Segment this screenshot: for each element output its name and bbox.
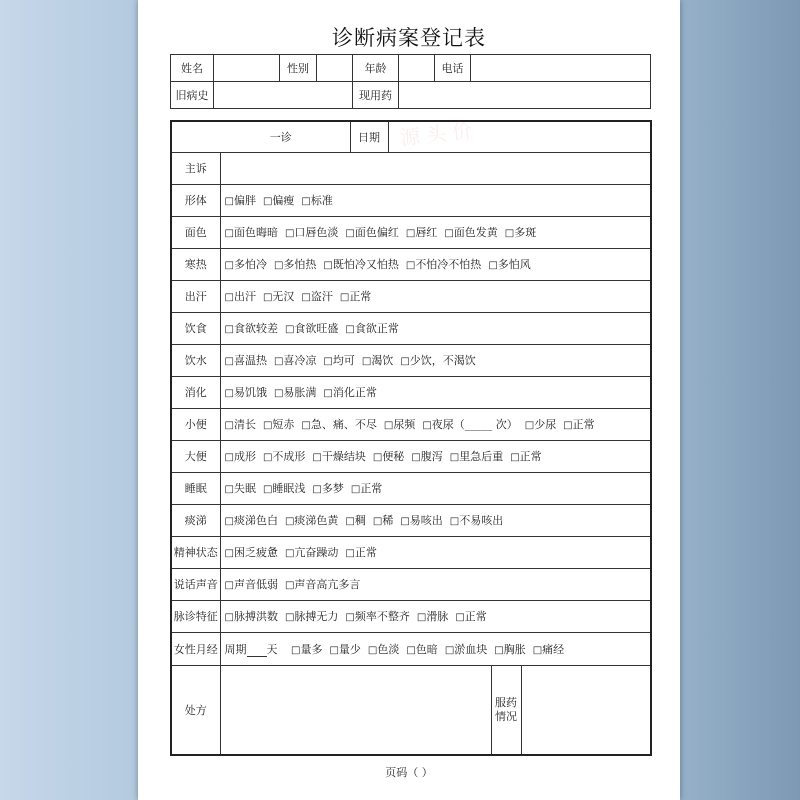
checkbox-option[interactable] [533, 643, 564, 656]
option-label: 消化正常 [332, 386, 377, 399]
option-label: 均可 [332, 354, 355, 367]
form-row [171, 152, 651, 184]
checkbox-icon[interactable]: □ [444, 228, 454, 239]
checkbox-option[interactable] [494, 643, 525, 656]
checkbox-icon[interactable]: □ [284, 516, 295, 527]
checkbox-option[interactable] [225, 194, 256, 207]
checkbox-option[interactable] [285, 610, 338, 623]
row-options [220, 600, 651, 632]
option-label: 困乏疲惫 [233, 546, 278, 559]
checkbox-option[interactable] [225, 450, 256, 463]
diagnosis-table [170, 120, 652, 756]
option-label: 少饮，不渴饮 [409, 354, 476, 367]
checkbox-icon[interactable]: □ [406, 644, 416, 656]
checkbox-option[interactable] [368, 643, 399, 656]
form-sheet [138, 0, 680, 800]
option-label: 不易咳出 [459, 514, 504, 527]
checkbox-icon[interactable]: □ [224, 388, 234, 399]
option-label: 亢奋躁动 [294, 546, 339, 559]
checkbox-option[interactable] [400, 514, 442, 527]
checkbox-option[interactable] [323, 258, 398, 271]
row-label: 饮水 [171, 344, 220, 376]
checkbox-option[interactable] [505, 226, 536, 239]
checkbox-icon[interactable]: □ [524, 420, 535, 431]
age-field[interactable] [399, 55, 435, 82]
checkbox-option[interactable] [406, 643, 437, 656]
checkbox-icon[interactable]: □ [301, 196, 311, 207]
checkbox-option[interactable] [525, 418, 556, 431]
row-label: 面色 [171, 216, 220, 248]
checkbox-icon[interactable]: □ [455, 612, 465, 623]
checkbox-icon[interactable]: □ [262, 420, 273, 431]
checkbox-icon[interactable]: □ [273, 260, 284, 271]
option-label: 急、痛、不尽 [310, 418, 377, 431]
option-label: 里急后重 [459, 450, 504, 463]
option-label: 食欲正常 [354, 322, 399, 335]
medication-field[interactable] [399, 82, 651, 109]
checkbox-option[interactable] [301, 418, 376, 431]
checkbox-icon[interactable]: □ [494, 644, 504, 656]
visit-label: 一诊 [171, 121, 350, 152]
option-label: 面色偏红 [354, 226, 399, 239]
checkbox-option[interactable] [225, 482, 256, 495]
option-label: 偏瘦 [272, 194, 295, 207]
checkbox-option[interactable] [373, 450, 404, 463]
checkbox-icon[interactable]: □ [224, 324, 234, 335]
row-options [220, 184, 651, 216]
medication-status-label: 服药情况 [491, 665, 521, 755]
option-label: 量少 [338, 642, 361, 656]
option-label: 尿频 [393, 418, 416, 431]
checkbox-option[interactable] [417, 610, 448, 623]
checkbox-option[interactable] [285, 514, 338, 527]
form-row [171, 312, 651, 344]
row-options [220, 440, 651, 472]
form-row [171, 216, 651, 248]
checkbox-option[interactable] [340, 290, 371, 303]
checkbox-icon[interactable]: □ [449, 516, 460, 527]
option-label: 口唇色淡 [294, 226, 339, 239]
form-row [171, 440, 651, 472]
checkbox-option[interactable] [563, 418, 594, 431]
checkbox-option[interactable] [285, 578, 360, 591]
option-label: 唇红 [415, 226, 438, 239]
checkbox-icon[interactable]: □ [444, 644, 455, 656]
option-label: 滑脉 [426, 610, 449, 623]
name-label: 姓名 [171, 55, 214, 82]
checkbox-option[interactable] [285, 322, 338, 335]
checkbox-icon[interactable]: □ [323, 260, 333, 271]
option-label: 声音高亢多言 [294, 578, 361, 591]
checkbox-option[interactable] [263, 482, 305, 495]
option-label: 正常 [519, 450, 542, 463]
option-label: 成形 [233, 450, 256, 463]
checkbox-option[interactable] [488, 258, 530, 271]
checkbox-icon[interactable]: □ [273, 356, 284, 367]
checkbox-icon[interactable]: □ [224, 228, 234, 239]
checkbox-option[interactable] [291, 643, 322, 656]
row-label: 形体 [171, 184, 220, 216]
gender-label: 性别 [280, 55, 317, 82]
row-label: 大便 [171, 440, 220, 472]
row-options [220, 568, 651, 600]
option-label: 多怕热 [283, 258, 317, 271]
checkbox-option[interactable] [422, 418, 517, 431]
checkbox-option[interactable] [406, 226, 437, 239]
option-label: 痰涕色黄 [294, 514, 339, 527]
option-label: 量多 [300, 642, 323, 656]
form-row [171, 344, 651, 376]
checkbox-option[interactable] [323, 386, 376, 399]
history-field[interactable] [214, 82, 353, 109]
checkbox-option[interactable] [345, 514, 365, 527]
checkbox-option[interactable] [225, 514, 278, 527]
checkbox-icon[interactable]: □ [372, 452, 383, 463]
option-label: 易胀满 [283, 386, 317, 399]
checkbox-icon[interactable]: □ [400, 516, 410, 527]
checkbox-option[interactable] [411, 450, 442, 463]
form-title: 诊断病案登记表 [332, 26, 486, 50]
checkbox-option[interactable] [362, 354, 393, 367]
checkbox-option[interactable] [225, 290, 256, 303]
checkbox-icon[interactable]: □ [416, 612, 427, 623]
checkbox-icon[interactable]: □ [345, 516, 355, 527]
row-options [220, 312, 651, 344]
option-label: 渴饮 [371, 354, 394, 367]
checkbox-option[interactable] [400, 354, 475, 367]
checkbox-option[interactable] [225, 578, 278, 591]
checkbox-icon[interactable]: □ [361, 356, 372, 367]
phone-label: 电话 [435, 55, 471, 82]
option-label: 少尿 [534, 418, 557, 431]
checkbox-icon[interactable]: □ [510, 452, 520, 463]
row-options [220, 344, 651, 376]
row-options [220, 472, 651, 504]
option-label: 无汉 [272, 290, 295, 303]
checkbox-icon[interactable]: □ [273, 388, 284, 399]
form-row [171, 568, 651, 600]
option-label: 色暗 [415, 642, 438, 656]
form-row [171, 536, 651, 568]
checkbox-icon[interactable]: □ [312, 452, 322, 463]
checkbox-icon[interactable]: □ [532, 644, 543, 656]
option-label: 色淡 [377, 642, 400, 656]
checkbox-icon[interactable]: □ [224, 452, 234, 463]
checkbox-option[interactable] [225, 610, 278, 623]
checkbox-option[interactable] [263, 450, 305, 463]
checkbox-option[interactable] [455, 610, 486, 623]
checkbox-icon[interactable]: □ [224, 580, 234, 591]
checkbox-icon[interactable]: □ [422, 420, 432, 431]
option-label: 面色发黄 [453, 226, 498, 239]
checkbox-icon[interactable]: □ [372, 516, 383, 527]
row-label: 出汗 [171, 280, 220, 312]
prescription-row [171, 665, 651, 755]
checkbox-option[interactable] [445, 643, 487, 656]
checkbox-option[interactable] [274, 386, 316, 399]
option-label: 清长 [233, 418, 256, 431]
checkbox-option[interactable] [225, 322, 278, 335]
row-label: 消化 [171, 376, 220, 408]
checkbox-option[interactable] [351, 482, 382, 495]
form-row [171, 376, 651, 408]
age-label: 年龄 [353, 55, 399, 82]
checkbox-option[interactable] [225, 418, 256, 431]
option-label: 既怕冷又怕热 [332, 258, 399, 271]
medication-label: 现用药 [353, 82, 399, 109]
checkbox-option[interactable] [225, 354, 267, 367]
checkbox-option[interactable] [301, 290, 332, 303]
option-label: 脉搏无力 [294, 610, 339, 623]
row-label: 饮食 [171, 312, 220, 344]
checkbox-option[interactable] [274, 354, 316, 367]
form-row [171, 600, 651, 632]
checkbox-icon[interactable]: □ [224, 548, 234, 559]
checkbox-icon[interactable]: □ [367, 644, 378, 656]
checkbox-option[interactable] [345, 226, 398, 239]
checkbox-icon[interactable]: □ [383, 420, 394, 431]
checkbox-icon[interactable]: □ [224, 260, 234, 271]
menses-row [171, 632, 651, 665]
row-options [220, 536, 651, 568]
checkbox-option[interactable] [450, 450, 503, 463]
checkbox-icon[interactable]: □ [345, 228, 355, 239]
row-label: 睡眠 [171, 472, 220, 504]
checkbox-icon[interactable]: □ [329, 644, 339, 656]
option-label: 声音低弱 [233, 578, 278, 591]
form-row [171, 472, 651, 504]
option-label: 正常 [349, 290, 372, 303]
checkbox-option[interactable] [263, 194, 294, 207]
page-number: 页码（ ） [385, 766, 433, 779]
checkbox-option[interactable] [263, 418, 294, 431]
menses-options [220, 632, 651, 665]
option-label: 食欲旺盛 [294, 322, 339, 335]
prescription-field[interactable] [220, 665, 491, 755]
checkbox-icon[interactable]: □ [504, 228, 515, 239]
checkbox-icon[interactable]: □ [224, 516, 234, 527]
checkbox-icon[interactable]: □ [350, 484, 361, 495]
checkbox-icon[interactable]: □ [262, 484, 273, 495]
row-label: 说话声音 [171, 568, 220, 600]
option-label: 多斑 [514, 226, 537, 239]
checkbox-option[interactable] [345, 546, 376, 559]
name-field[interactable] [214, 55, 280, 82]
checkbox-icon[interactable]: □ [224, 356, 234, 367]
row-options [220, 504, 651, 536]
checkbox-icon[interactable]: □ [262, 196, 273, 207]
form-row [171, 248, 651, 280]
form-row [171, 184, 651, 216]
option-label: 失眠 [233, 482, 256, 495]
row-options [220, 376, 651, 408]
option-label: 便秘 [382, 450, 405, 463]
prescription-label: 处方 [171, 665, 220, 755]
option-label: 不成形 [272, 450, 306, 463]
option-label: 标准 [310, 194, 333, 207]
checkbox-icon[interactable]: □ [224, 292, 234, 303]
row-options [220, 408, 651, 440]
date-label: 日期 [350, 121, 388, 152]
checkbox-option[interactable] [329, 643, 360, 656]
option-label: 盗汗 [310, 290, 333, 303]
checkbox-icon[interactable]: □ [224, 484, 234, 495]
checkbox-option[interactable] [384, 418, 415, 431]
checkbox-icon[interactable]: □ [262, 452, 273, 463]
checkbox-icon[interactable]: □ [284, 612, 295, 623]
option-label: 多怕冷 [233, 258, 267, 271]
option-label: 正常 [360, 482, 383, 495]
checkbox-icon[interactable]: □ [449, 452, 460, 463]
checkbox-icon[interactable]: □ [488, 260, 498, 271]
option-label: 腹泻 [420, 450, 443, 463]
checkbox-option[interactable] [345, 610, 409, 623]
option-label: 短赤 [272, 418, 295, 431]
option-label: 睡眠浅 [272, 482, 306, 495]
checkbox-option[interactable] [510, 450, 541, 463]
checkbox-icon[interactable]: □ [345, 548, 355, 559]
option-label: 多怕风 [497, 258, 531, 271]
option-label: 喜冷凉 [283, 354, 317, 367]
checkbox-icon[interactable]: □ [224, 196, 234, 207]
medication-status-field[interactable] [521, 665, 651, 755]
option-label: 淤血块 [454, 642, 488, 656]
checkbox-icon[interactable]: □ [224, 420, 234, 431]
checkbox-icon[interactable]: □ [339, 292, 350, 303]
checkbox-option[interactable] [285, 226, 338, 239]
option-label: 夜尿（_____ 次） [431, 418, 518, 431]
checkbox-icon[interactable]: □ [411, 452, 421, 463]
gender-field[interactable] [317, 55, 353, 82]
phone-field[interactable] [471, 55, 651, 82]
checkbox-icon[interactable]: □ [262, 292, 273, 303]
checkbox-icon[interactable]: □ [284, 580, 295, 591]
history-label: 旧病史 [171, 82, 214, 109]
checkbox-icon[interactable]: □ [563, 420, 573, 431]
checkbox-icon[interactable]: □ [284, 324, 295, 335]
row-options [220, 216, 651, 248]
option-label: 胸胀 [503, 642, 526, 656]
checkbox-option[interactable] [285, 546, 338, 559]
checkbox-option[interactable] [373, 514, 393, 527]
checkbox-option[interactable] [225, 226, 278, 239]
checkbox-option[interactable] [444, 226, 497, 239]
option-label: 食欲较差 [233, 322, 278, 335]
menses-label: 女性月经 [171, 632, 220, 665]
form-row [171, 504, 651, 536]
row-options [220, 280, 651, 312]
checkbox-option[interactable] [345, 322, 398, 335]
option-label: 不怕冷不怕热 [415, 258, 482, 271]
option-label: 痰涕色白 [233, 514, 278, 527]
option-label: 面色晦暗 [233, 226, 278, 239]
option-label: 多梦 [321, 482, 344, 495]
checkbox-option[interactable] [312, 450, 365, 463]
option-label: 干燥结块 [321, 450, 366, 463]
row-field[interactable] [220, 152, 651, 184]
option-label: 正常 [354, 546, 377, 559]
checkbox-option[interactable] [301, 194, 332, 207]
checkbox-option[interactable] [450, 514, 503, 527]
option-label: 脉搏洪数 [233, 610, 278, 623]
checkbox-option[interactable] [323, 354, 354, 367]
checkbox-icon[interactable]: □ [323, 388, 333, 399]
checkbox-option[interactable] [263, 290, 294, 303]
checkbox-option[interactable] [406, 258, 481, 271]
checkbox-icon[interactable]: □ [312, 484, 322, 495]
cycle-suffix: 天 [266, 642, 278, 656]
option-label: 频率不整齐 [354, 610, 410, 623]
row-label: 脉诊特征 [171, 600, 220, 632]
checkbox-icon[interactable]: □ [400, 356, 410, 367]
checkbox-icon[interactable]: □ [405, 228, 416, 239]
option-label: 出汗 [233, 290, 256, 303]
option-label: 喜温热 [233, 354, 267, 367]
checkbox-icon[interactable]: □ [345, 324, 355, 335]
checkbox-icon[interactable]: □ [301, 420, 311, 431]
cycle-prefix: 周期 [224, 642, 247, 656]
form-row [171, 280, 651, 312]
option-label: 偏胖 [233, 194, 256, 207]
checkbox-icon[interactable]: □ [224, 612, 234, 623]
watermark-text: 源头价 [399, 117, 480, 151]
option-label: 痛经 [542, 642, 565, 656]
row-label: 小便 [171, 408, 220, 440]
row-label: 主诉 [171, 152, 220, 184]
option-label: 稠 [354, 514, 366, 527]
row-label: 痰涕 [171, 504, 220, 536]
checkbox-icon[interactable]: □ [291, 644, 301, 656]
checkbox-option[interactable] [312, 482, 343, 495]
checkbox-option[interactable] [225, 386, 267, 399]
row-options [220, 248, 651, 280]
checkbox-icon[interactable]: □ [323, 356, 333, 367]
checkbox-icon[interactable]: □ [405, 260, 416, 271]
row-label: 寒热 [171, 248, 220, 280]
option-label: 易饥饿 [233, 386, 267, 399]
checkbox-option[interactable] [225, 258, 267, 271]
checkbox-option[interactable] [274, 258, 316, 271]
patient-info-table [170, 54, 651, 109]
option-label: 稀 [382, 514, 394, 527]
option-label: 正常 [572, 418, 595, 431]
option-label: 正常 [464, 610, 487, 623]
option-label: 易咳出 [409, 514, 443, 527]
checkbox-icon[interactable]: □ [345, 612, 355, 623]
checkbox-icon[interactable]: □ [284, 548, 295, 559]
checkbox-icon[interactable]: □ [284, 228, 295, 239]
cycle-blank[interactable] [247, 643, 267, 657]
checkbox-option[interactable] [225, 546, 278, 559]
checkbox-icon[interactable]: □ [301, 292, 311, 303]
form-row [171, 408, 651, 440]
row-label: 精神状态 [171, 536, 220, 568]
